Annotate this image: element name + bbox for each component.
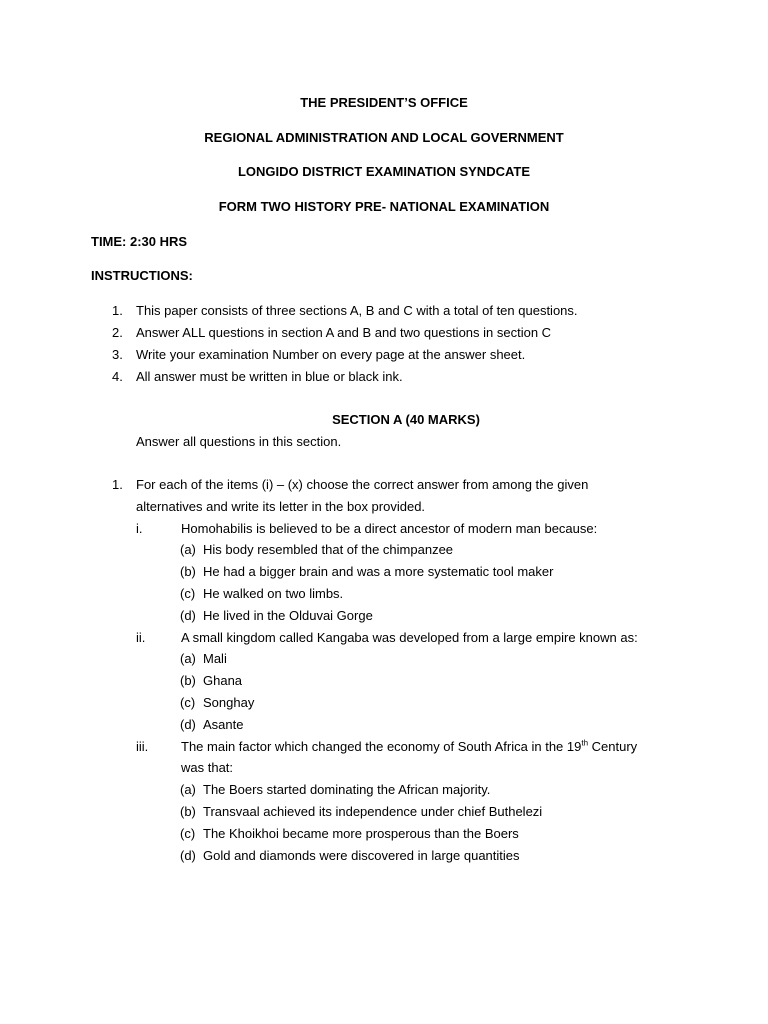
instruction-text: Write your examination Number on every page at the answer sheet. <box>136 347 526 362</box>
option-text: He walked on two limbs. <box>203 586 344 601</box>
instruction-number: 1. <box>112 303 123 318</box>
option-letter: (a) <box>180 542 196 557</box>
header-line-presidents-office: THE PRESIDENT’S OFFICE <box>300 95 468 110</box>
item-text: Homohabilis is believed to be a direct ancestor of modern man because: <box>181 521 598 536</box>
option-text: He had a bigger brain and was a more systematic tool maker <box>203 564 554 579</box>
instruction-text: All answer must be written in blue or black ink. <box>136 369 403 384</box>
question-text: For each of the items (i) – (x) choose the correct answer from among the given <box>136 477 589 492</box>
item-text-part: Century <box>588 739 638 754</box>
instruction-number: 4. <box>112 369 123 384</box>
option-letter: (b) <box>180 804 196 819</box>
item-text-part: The main factor which changed the economy of South Africa in the 19 <box>181 739 582 754</box>
option-text: Songhay <box>203 695 255 710</box>
option-text: Gold and diamonds were discovered in large quantities <box>203 848 520 863</box>
item-text <box>181 738 637 756</box>
option-text: Asante <box>203 717 244 732</box>
option-text: He lived in the Olduvai Gorge <box>203 608 373 623</box>
instructions-title: INSTRUCTIONS: <box>91 268 193 283</box>
option-letter: (b) <box>180 673 196 688</box>
instruction-text: This paper consists of three sections A, B and C with a total of ten questions. <box>136 303 578 318</box>
ordinal-superscript: th <box>581 738 589 748</box>
option-text: Mali <box>203 651 227 666</box>
question-number: 1. <box>112 477 123 492</box>
section-a-title: SECTION A (40 MARKS) <box>332 412 480 427</box>
option-letter: (a) <box>180 651 196 666</box>
instruction-number: 2. <box>112 325 123 340</box>
header-line-district-syndicate: LONGIDO DISTRICT EXAMINATION SYNDCATE <box>237 164 531 179</box>
item-text-continued: was that: <box>181 760 234 775</box>
item-text: A small kingdom called Kangaba was developed from a large empire known as: <box>181 630 638 645</box>
instruction-number: 3. <box>112 347 123 362</box>
option-letter: (c) <box>180 586 196 601</box>
header-line-exam-title: FORM TWO HISTORY PRE- NATIONAL EXAMINATION <box>218 199 550 214</box>
time-allowed: TIME: 2:30 HRS <box>91 234 188 249</box>
option-letter: (a) <box>180 782 196 797</box>
item-number: ii. <box>136 630 146 645</box>
option-text: Ghana <box>203 673 243 688</box>
option-letter: (c) <box>180 826 196 841</box>
instruction-text: Answer ALL questions in section A and B and two questions in section C <box>136 325 552 340</box>
section-a-note: Answer all questions in this section. <box>136 434 342 449</box>
option-text: The Khoikhoi became more prosperous than the Boers <box>203 826 519 841</box>
option-letter: (d) <box>180 848 196 863</box>
option-letter: (c) <box>180 695 196 710</box>
question-text: alternatives and write its letter in the box provided. <box>136 499 426 514</box>
option-letter: (d) <box>180 717 196 732</box>
option-text: Transvaal achieved its independence under chief Buthelezi <box>203 804 543 819</box>
header-line-regional-administration: REGIONAL ADMINISTRATION AND LOCAL GOVERNMENT <box>204 130 564 145</box>
option-text: The Boers started dominating the African majority. <box>203 782 491 797</box>
option-letter: (d) <box>180 608 196 623</box>
item-number: i. <box>136 521 143 536</box>
item-number: iii. <box>136 739 149 754</box>
option-text: His body resembled that of the chimpanzee <box>203 542 454 557</box>
option-letter: (b) <box>180 564 196 579</box>
